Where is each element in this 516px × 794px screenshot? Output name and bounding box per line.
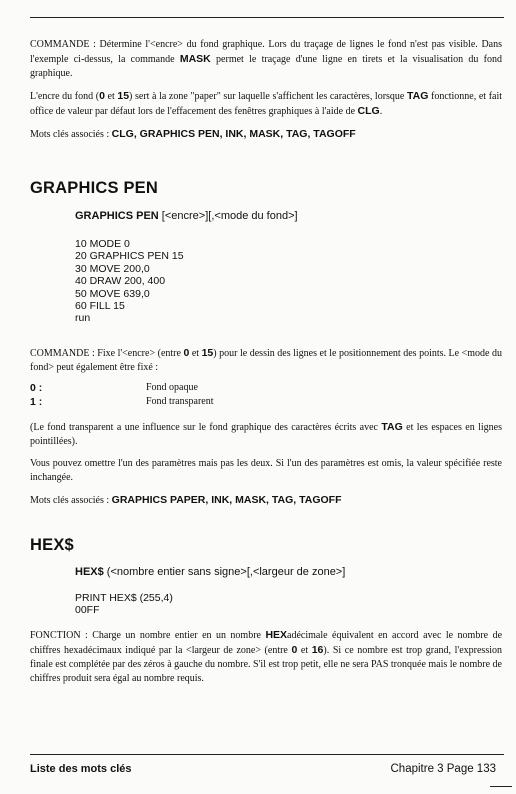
section-heading-graphics-pen: GRAPHICS PEN — [30, 179, 159, 197]
graphics-pen-notes — [30, 420, 502, 508]
code-line: run — [75, 312, 91, 325]
keyword-mask: MASK — [179, 53, 211, 65]
intro-paragraph-1: COMMANDE : Détermine l'<encre> du fond graphique. Lors du traçage de lignes le fond n'est pas visible. Dans l'exemple ci-dessus, la commande MASK permet le traçage d'une ligne en tirets et la visualisation du fond graphique. — [30, 39, 503, 79]
hex-description — [30, 628, 502, 686]
code-line: 60 FILL 15 — [75, 300, 125, 313]
corner-rule — [490, 786, 512, 787]
keyword-clg: CLG — [357, 105, 380, 117]
intro-related-keywords: Mots clés associés : CLG, GRAPHICS PEN, INK, MASK, TAG, TAGOFF — [30, 128, 356, 140]
hex-code-example — [75, 592, 173, 617]
top-rule — [30, 17, 504, 18]
code-line: 50 MOVE 639,0 — [75, 287, 150, 300]
code-line: 10 MODE 0 — [75, 238, 130, 250]
graphics-pen-code-example — [75, 238, 184, 325]
graphics-pen-syntax: GRAPHICS PEN [<encre>][,<mode du fond>] — [75, 210, 298, 222]
code-line: 40 DRAW 200, 400 — [75, 275, 166, 288]
intro-paragraph-2: L'encre du fond (0 et 15) sert à la zone "paper" sur laquelle s'affichent les caractères, lorsque TAG fonctionne, et fait office de valeur par défaut lors de l'effacement des fenêtres graphiques à l'aide de CLG. — [30, 90, 503, 117]
option-key-0: 0 : — [30, 382, 43, 394]
hex-function-text: FONCTION : Charge un nombre entier en un nombre HEXadécimale équivalent en accord avec le nombre de chiffres hexadécimaux indiqué par la <largeur de zone> (entre 0 et 16). Si ce nombre est trop grand, l'expression finale est complétée par des zéros à gauche du nombre. S'il est trop petit, elle ne sera PAS tronquée mais le nombre de chiffres produit sera égal au nombre requis. — [30, 629, 503, 684]
bottom-rule — [30, 754, 504, 755]
graphics-pen-related-keywords: Mots clés associés : GRAPHICS PAPER, INK, MASK, TAG, TAGOFF — [30, 494, 342, 506]
code-line: 30 MOVE 200,0 — [75, 262, 150, 275]
option-key-1: 1 : — [30, 396, 43, 408]
omit-note: Vous pouvez omettre l'un des paramètres mais pas les deux. Si l'un des paramètres est omis, la valeur spécifiée reste inchangée. — [30, 458, 502, 483]
keyword-tag: TAG — [406, 90, 429, 102]
option-label-1: Fond transparent — [146, 396, 214, 407]
graphics-pen-command-text: COMMANDE : Fixe l'<encre> (entre 0 et 15) pour le dessin des lignes et le positionnement des points. Le <mode du fond> peut également être fixé : — [30, 347, 503, 373]
code-line: 20 GRAPHICS PEN 15 — [75, 250, 184, 263]
intro-section — [30, 38, 502, 142]
footer-page-number: Chapitre 3 Page 133 — [390, 763, 496, 775]
graphics-pen-description — [30, 346, 502, 375]
footer-section-title: Liste des mots clés — [30, 763, 132, 775]
transparent-note: (Le fond transparent a une influence sur le fond graphique des caractères écrits avec TAG et les espaces en lignes pointillées). — [30, 421, 502, 447]
code-line: PRINT HEX$ (255,4) — [75, 592, 173, 604]
code-line: 00FF — [75, 604, 100, 617]
option-label-0: Fond opaque — [146, 382, 198, 393]
section-heading-hex: HEX$ — [30, 536, 74, 554]
hex-syntax: HEX$ (<nombre entier sans signe>[,<largeur de zone>] — [75, 566, 346, 578]
